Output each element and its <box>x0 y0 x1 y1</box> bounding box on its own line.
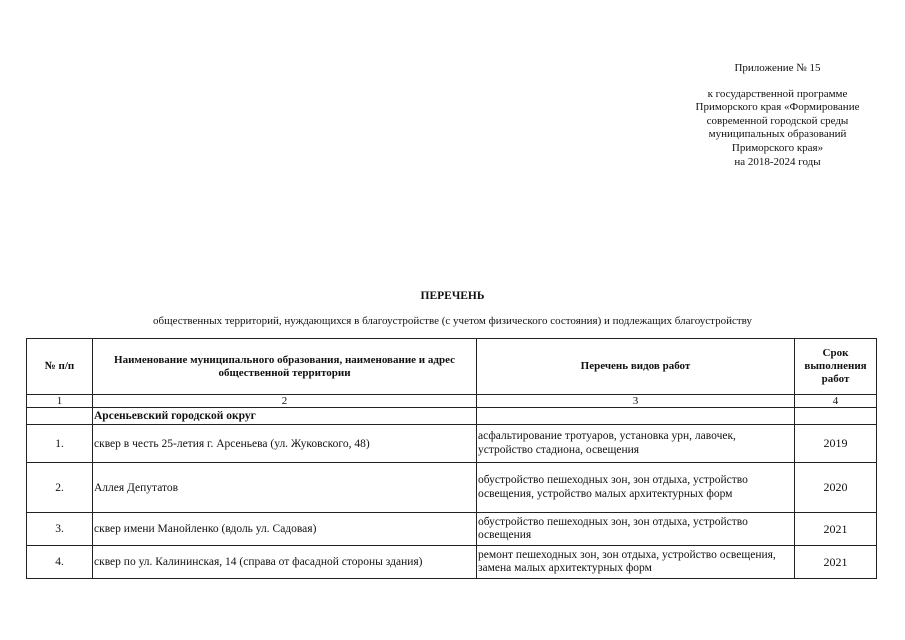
appendix-line: Приморского края» <box>731 141 824 154</box>
row-works: обустройство пешеходных зон, зон отдыха, устройство освещения <box>477 513 795 546</box>
column-number: 1 <box>27 395 93 408</box>
document-subtitle: общественных территорий, нуждающихся в благоустройстве (с учетом физического состояния) и подлежащих благоустройству <box>153 315 752 327</box>
document-title: ПЕРЕЧЕНЬ <box>420 290 485 302</box>
row-num: 3. <box>27 513 93 546</box>
territories-table <box>26 338 877 579</box>
header-num: № п/п <box>27 339 93 395</box>
section-title: Арсеньевский городской округ <box>93 408 477 425</box>
appendix-line: современной городской среды <box>706 114 849 127</box>
table-row <box>27 425 877 463</box>
appendix-line: на 2018-2024 годы <box>734 155 821 168</box>
appendix-title: Приложение № 15 <box>734 62 821 74</box>
table-header-row <box>27 339 877 395</box>
row-year: 2021 <box>795 546 877 579</box>
table-row <box>27 463 877 513</box>
appendix-line: муниципальных образований <box>708 128 847 141</box>
row-works: ремонт пешеходных зон, зон отдыха, устройство освещения, замена малых архитектурных форм <box>477 546 795 579</box>
row-year: 2021 <box>795 513 877 546</box>
header-name: Наименование муниципального образования, наименование и адрес общественной территории <box>93 339 477 395</box>
table-row <box>27 513 877 546</box>
column-number: 3 <box>477 395 795 408</box>
row-name: сквер в честь 25-летия г. Арсеньева (ул. Жуковского, 48) <box>93 425 477 463</box>
row-name: Аллея Депутатов <box>93 463 477 513</box>
appendix-block <box>650 62 905 169</box>
row-year: 2020 <box>795 463 877 513</box>
header-term: Срок выполнения работ <box>795 339 877 395</box>
appendix-line: Приморского края «Формирование <box>695 101 860 114</box>
appendix-line: к государственной программе <box>707 87 848 100</box>
row-num: 1. <box>27 425 93 463</box>
row-name: сквер имени Манойленко (вдоль ул. Садовая) <box>93 513 477 546</box>
column-number: 4 <box>795 395 877 408</box>
section-row <box>27 408 877 425</box>
table-row <box>27 546 877 579</box>
section-empty-cell <box>795 408 877 425</box>
section-empty-cell <box>477 408 795 425</box>
section-empty-cell <box>27 408 93 425</box>
row-num: 4. <box>27 546 93 579</box>
column-numbers-row <box>27 395 877 408</box>
column-number: 2 <box>93 395 477 408</box>
row-works: обустройство пешеходных зон, зон отдыха, устройство освещения, устройство малых архитектурных форм <box>477 463 795 513</box>
header-works: Перечень видов работ <box>477 339 795 395</box>
row-num: 2. <box>27 463 93 513</box>
row-works: асфальтирование тротуаров, установка урн, лавочек, устройство стадиона, освещения <box>477 425 795 463</box>
row-name: сквер по ул. Калининская, 14 (справа от фасадной стороны здания) <box>93 546 477 579</box>
row-year: 2019 <box>795 425 877 463</box>
